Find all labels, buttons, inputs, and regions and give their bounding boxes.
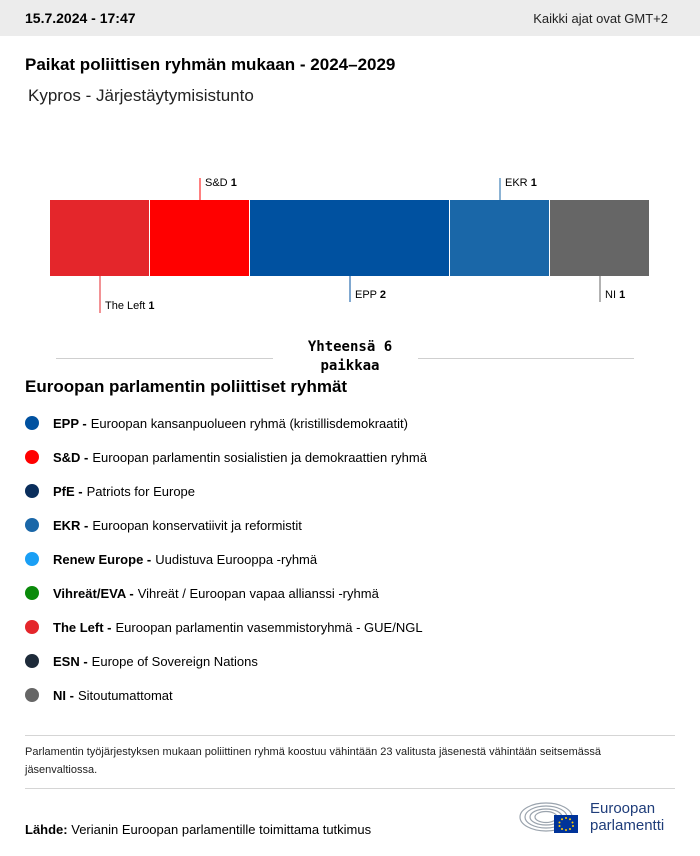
bar-label-value: 2 xyxy=(379,289,386,301)
legend-desc: Uudistuva Eurooppa -ryhmä xyxy=(155,551,318,567)
legend xyxy=(25,406,427,712)
legend-item xyxy=(25,474,427,508)
legend-item xyxy=(25,508,427,542)
page-title: Paikat poliittisen ryhmän mukaan - 2024–2029 xyxy=(25,55,396,74)
legend-dot-icon xyxy=(25,654,39,668)
legend-abbr: NI - xyxy=(53,687,74,703)
total-seats-label: Yhteensä 6 paikkaa xyxy=(307,339,393,374)
legend-abbr: EPP - xyxy=(53,415,87,431)
legend-desc: Euroopan kansanpuolueen ryhmä (kristillisdemokraatit) xyxy=(90,415,408,431)
legend-abbr: Renew Europe - xyxy=(53,551,152,567)
ep-logo xyxy=(518,797,664,837)
legend-item xyxy=(25,644,427,678)
legend-dot-icon xyxy=(25,450,39,464)
bar-label-value: 1 xyxy=(619,289,626,301)
bar-label xyxy=(505,177,537,189)
total-line-left xyxy=(56,358,273,359)
bar-label xyxy=(205,177,237,189)
legend-abbr: PfE - xyxy=(53,483,83,499)
legend-item xyxy=(25,542,427,576)
legend-desc: Euroopan parlamentin vasemmistoryhmä - GUE/NGL xyxy=(115,619,423,635)
bar-label-value: 1 xyxy=(530,177,537,189)
parliament-logo-icon xyxy=(518,797,584,837)
divider-top xyxy=(25,735,675,736)
legend-abbr: Vihreät/EVA - xyxy=(53,585,134,601)
legend-dot-icon xyxy=(25,518,39,532)
page-subtitle: Kypros - Järjestäytymisistunto xyxy=(28,86,254,105)
bar-segment xyxy=(450,200,549,276)
legend-item xyxy=(25,576,427,610)
legend-dot-icon xyxy=(25,620,39,634)
logo-line-2: parlamentti xyxy=(590,817,665,834)
datetime: 15.7.2024 - 17:47 xyxy=(25,10,136,26)
source-text: Verianin Euroopan parlamentille toimittama tutkimus xyxy=(71,822,372,837)
legend-title: Euroopan parlamentin poliittiset ryhmät xyxy=(25,377,348,396)
source-label: Lähde: xyxy=(25,822,68,837)
top-bar xyxy=(0,0,700,36)
divider-bottom xyxy=(25,788,675,789)
legend-abbr: EKR - xyxy=(53,517,89,533)
footnote: Parlamentin työjärjestyksen mukaan poliittinen ryhmä koostuu vähintään 23 valitusta jäsenestä vähintään seitsemässä jäsenvaltiossa. xyxy=(25,746,601,776)
timezone-note: Kaikki ajat ovat GMT+2 xyxy=(533,10,668,26)
bar-label xyxy=(105,300,155,312)
total-line-right xyxy=(418,358,634,359)
bar-label-name: S&D xyxy=(205,177,231,189)
bar-segment xyxy=(50,200,149,276)
legend-dot-icon xyxy=(25,586,39,600)
source xyxy=(25,822,371,837)
bar-label-name: The Left xyxy=(105,300,149,312)
legend-item xyxy=(25,440,427,474)
legend-desc: Vihreät / Euroopan vapaa allianssi -ryhmä xyxy=(137,585,379,601)
bar-segment xyxy=(150,200,249,276)
bar-label-name: NI xyxy=(605,289,620,301)
legend-item xyxy=(25,610,427,644)
legend-abbr: The Left - xyxy=(53,619,112,635)
bar-label xyxy=(605,289,625,301)
legend-dot-icon xyxy=(25,688,39,702)
legend-desc: Euroopan parlamentin sosialistien ja demokraattien ryhmä xyxy=(92,449,427,465)
legend-dot-icon xyxy=(25,484,39,498)
bar-label xyxy=(355,289,386,301)
legend-desc: Sitoutumattomat xyxy=(77,687,173,703)
legend-abbr: ESN - xyxy=(53,653,88,669)
bar-label-name: EPP xyxy=(355,289,380,301)
legend-desc: Europe of Sovereign Nations xyxy=(91,653,258,669)
legend-item xyxy=(25,678,427,712)
bar-segment xyxy=(250,200,449,276)
logo-line-1: Euroopan xyxy=(590,800,656,817)
legend-desc: Euroopan konservatiivit ja reformistit xyxy=(92,517,302,533)
legend-dot-icon xyxy=(25,416,39,430)
bar-label-value: 1 xyxy=(148,300,155,312)
bar-label-value: 1 xyxy=(230,177,237,189)
legend-dot-icon xyxy=(25,552,39,566)
legend-desc: Patriots for Europe xyxy=(86,483,196,499)
legend-item xyxy=(25,406,427,440)
bar-label-name: EKR xyxy=(505,177,531,189)
legend-abbr: S&D - xyxy=(53,449,89,465)
seat-chart xyxy=(0,160,700,335)
bar-segment xyxy=(550,200,649,276)
